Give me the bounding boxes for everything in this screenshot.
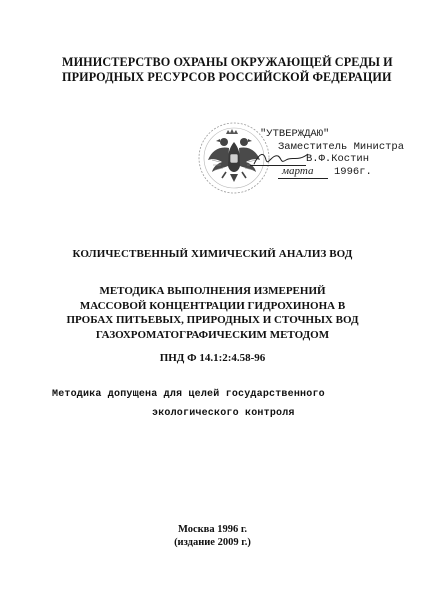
document-code: ПНД Ф 14.1:2:4.58-96 — [159, 352, 266, 364]
ministry-line-1: МИНИСТЕРСТВО ОХРАНЫ ОКРУЖАЮЩЕЙ СРЕДЫ И — [62, 55, 393, 69]
method-line-3: ПРОБАХ ПИТЬЕВЫХ, ПРИРОДНЫХ И СТОЧНЫХ ВОД — [66, 314, 359, 326]
admission-line-2: экологического контроля — [152, 408, 295, 419]
approval-title: "УТВЕРЖДАЮ" — [260, 128, 330, 140]
approval-year: 1996г. — [334, 165, 372, 178]
footer-city-year: Москва 1996 г. — [177, 524, 248, 535]
section-title: КОЛИЧЕСТВЕННЫЙ ХИМИЧЕСКИЙ АНАЛИЗ ВОД — [72, 248, 353, 260]
admission-line-1: Методика допущена для целей государственного — [52, 389, 325, 400]
approval-position: Заместитель Министра — [278, 140, 405, 153]
approval-month: марта — [282, 165, 314, 177]
admission-note — [52, 388, 325, 420]
date-line — [278, 178, 328, 179]
footer — [40, 523, 385, 549]
ministry-line-2: ПРИРОДНЫХ РЕСУРСОВ РОССИЙСКОЙ ФЕДЕРАЦИИ — [62, 70, 392, 84]
method-line-1: МЕТОДИКА ВЫПОЛНЕНИЯ ИЗМЕРЕНИЙ — [99, 285, 326, 297]
method-line-2: МАССОВОЙ КОНЦЕНТРАЦИИ ГИДРОХИНОНА В — [79, 299, 346, 312]
approval-name: В.Ф.Костин — [306, 153, 370, 165]
signature-icon — [250, 148, 312, 170]
footer-edition: (издание 2009 г.) — [174, 537, 251, 548]
method-line-4: ГАЗОХРОМАТОГРАФИЧЕСКИМ МЕТОДОМ — [95, 328, 330, 341]
ministry-header — [62, 55, 393, 85]
method-title — [40, 284, 385, 342]
